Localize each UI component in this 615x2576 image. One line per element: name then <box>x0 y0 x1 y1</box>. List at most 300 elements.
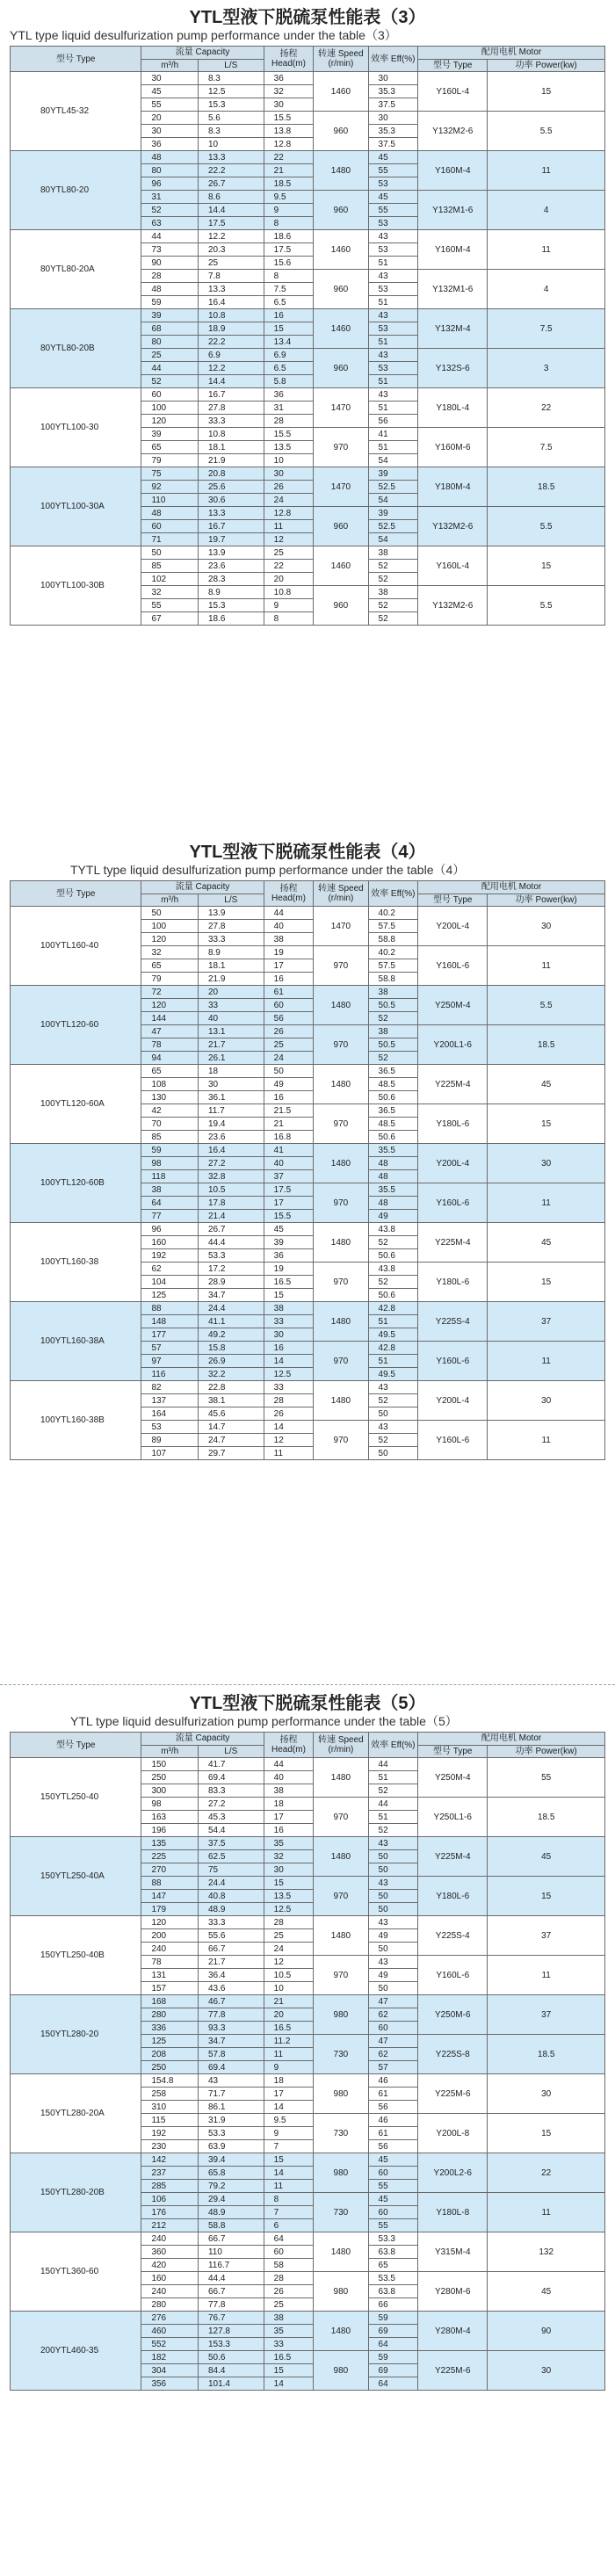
capacity-m3h-cell: 356 <box>141 2377 199 2391</box>
capacity-m3h-cell: 48 <box>141 283 199 296</box>
head-cell: 16 <box>264 309 314 322</box>
capacity-ls-cell: 38.1 <box>198 1394 264 1407</box>
motor-type-cell: Y180L-6 <box>418 1877 488 1916</box>
motor-power-cell: 11 <box>488 2193 605 2232</box>
head-cell: 10.5 <box>264 1969 314 1982</box>
motor-power-cell: 4 <box>488 270 605 309</box>
head-cell: 33 <box>264 1315 314 1328</box>
head-cell: 61 <box>264 986 314 999</box>
motor-type-cell: Y200L2-6 <box>418 2153 488 2193</box>
capacity-ls-cell: 23.6 <box>198 560 264 573</box>
capacity-m3h-cell: 552 <box>141 2338 199 2351</box>
capacity-ls-cell: 46.7 <box>198 1995 264 2008</box>
capacity-ls-cell: 26.7 <box>198 1223 264 1236</box>
capacity-ls-cell: 16.7 <box>198 388 264 402</box>
head-cell: 11.2 <box>264 2035 314 2048</box>
speed-cell: 960 <box>314 191 368 230</box>
efficiency-cell: 42.8 <box>368 1302 418 1315</box>
head-cell: 8 <box>264 270 314 283</box>
capacity-ls-cell: 10.5 <box>198 1183 264 1197</box>
capacity-m3h-cell: 276 <box>141 2312 199 2325</box>
pump-model-cell: 100YTL160-38B <box>11 1381 141 1460</box>
motor-type-cell: Y225S-4 <box>418 1302 488 1342</box>
table-title-cn: YTL型液下脱硫泵性能表（4） <box>189 843 426 862</box>
capacity-ls-cell: 22.8 <box>198 1381 264 1394</box>
capacity-ls-cell: 17.2 <box>198 1263 264 1276</box>
head-cell: 7 <box>264 2206 314 2219</box>
head-cell: 16.8 <box>264 1131 314 1144</box>
motor-power-cell: 5.5 <box>488 586 605 626</box>
pump-model-cell: 80YTL80-20B <box>11 309 141 388</box>
head-cell: 38 <box>264 1784 314 1798</box>
capacity-m3h-cell: 62 <box>141 1263 199 1276</box>
motor-power-cell: 7.5 <box>488 428 605 467</box>
head-cell: 56 <box>264 1012 314 1025</box>
pump-model-cell: 100YTL120-60A <box>11 1065 141 1144</box>
header-head: 扬程 Head(m) <box>264 881 314 907</box>
motor-type-cell: Y160L-6 <box>418 1421 488 1460</box>
capacity-ls-cell: 101.4 <box>198 2377 264 2391</box>
efficiency-cell: 63.8 <box>368 2285 418 2298</box>
head-cell: 36 <box>264 388 314 402</box>
header-m3h: m³/h <box>141 59 199 72</box>
efficiency-cell: 51 <box>368 441 418 454</box>
motor-power-cell: 11 <box>488 1342 605 1381</box>
pump-model-cell: 150YTL280-20A <box>11 2074 141 2153</box>
table-header-row <box>11 1733 605 1746</box>
efficiency-cell: 55 <box>368 204 418 217</box>
motor-power-cell: 3 <box>488 349 605 388</box>
head-cell: 20 <box>264 573 314 586</box>
efficiency-cell: 52 <box>368 612 418 626</box>
motor-type-cell: Y200L-4 <box>418 1144 488 1183</box>
capacity-ls-cell: 127.8 <box>198 2325 264 2338</box>
capacity-m3h-cell: 120 <box>141 415 199 428</box>
capacity-m3h-cell: 208 <box>141 2048 199 2061</box>
efficiency-cell: 38 <box>368 546 418 560</box>
speed-cell: 1480 <box>314 1381 368 1421</box>
motor-type-cell: Y132M-4 <box>418 309 488 349</box>
speed-cell: 1480 <box>314 2312 368 2351</box>
capacity-m3h-cell: 32 <box>141 946 199 959</box>
speed-cell: 1480 <box>314 151 368 191</box>
motor-type-cell: Y160M-4 <box>418 230 488 270</box>
capacity-ls-cell: 12.2 <box>198 230 264 243</box>
capacity-ls-cell: 8.9 <box>198 586 264 599</box>
pump-model-cell: 200YTL460-35 <box>11 2312 141 2391</box>
capacity-m3h-cell: 258 <box>141 2088 199 2101</box>
capacity-m3h-cell: 176 <box>141 2206 199 2219</box>
head-cell: 38 <box>264 933 314 946</box>
capacity-m3h-cell: 60 <box>141 520 199 533</box>
capacity-m3h-cell: 32 <box>141 586 199 599</box>
head-cell: 16 <box>264 1824 314 1837</box>
capacity-ls-cell: 69.4 <box>198 1771 264 1784</box>
motor-power-cell: 15 <box>488 546 605 586</box>
header-motor: 配用电机 Motor <box>418 47 605 60</box>
capacity-ls-cell: 33.3 <box>198 933 264 946</box>
head-cell: 28 <box>264 1394 314 1407</box>
page-separator <box>0 1672 615 1693</box>
speed-cell: 1470 <box>314 907 368 946</box>
capacity-ls-cell: 62.5 <box>198 1850 264 1863</box>
capacity-ls-cell: 26.7 <box>198 177 264 191</box>
head-cell: 38 <box>264 1302 314 1315</box>
capacity-m3h-cell: 163 <box>141 1811 199 1824</box>
head-cell: 21 <box>264 1118 314 1131</box>
capacity-ls-cell: 10.8 <box>198 428 264 441</box>
capacity-m3h-cell: 50 <box>141 546 199 560</box>
capacity-ls-cell: 33.3 <box>198 415 264 428</box>
head-cell: 44 <box>264 1758 314 1771</box>
capacity-ls-cell: 20.3 <box>198 243 264 257</box>
table-title-en: TYTL type liquid desulfurization pump performance under the table（4） <box>70 863 466 877</box>
capacity-ls-cell: 21.7 <box>198 1956 264 1969</box>
table-section-5 <box>0 1693 615 2391</box>
speed-cell: 1470 <box>314 388 368 428</box>
pump-model-cell: 80YTL80-20A <box>11 230 141 309</box>
efficiency-cell: 58.8 <box>368 973 418 986</box>
capacity-ls-cell: 65.8 <box>198 2167 264 2180</box>
motor-power-cell: 30 <box>488 1144 605 1183</box>
capacity-ls-cell: 25 <box>198 257 264 270</box>
capacity-ls-cell: 21.9 <box>198 454 264 467</box>
capacity-ls-cell: 32.8 <box>198 1170 264 1183</box>
head-cell: 8 <box>264 217 314 230</box>
efficiency-cell: 35.3 <box>368 125 418 138</box>
head-cell: 17.5 <box>264 243 314 257</box>
efficiency-cell: 61 <box>368 2127 418 2140</box>
capacity-ls-cell: 29.7 <box>198 1447 264 1460</box>
speed-cell: 1480 <box>314 1144 368 1183</box>
capacity-m3h-cell: 48 <box>141 507 199 520</box>
capacity-m3h-cell: 28 <box>141 270 199 283</box>
speed-cell: 1480 <box>314 1837 368 1877</box>
capacity-m3h-cell: 96 <box>141 1223 199 1236</box>
capacity-m3h-cell: 280 <box>141 2008 199 2022</box>
speed-cell: 1480 <box>314 986 368 1025</box>
capacity-ls-cell: 36.4 <box>198 1969 264 1982</box>
efficiency-cell: 38 <box>368 986 418 999</box>
capacity-ls-cell: 18 <box>198 1065 264 1078</box>
motor-power-cell: 15 <box>488 1263 605 1302</box>
efficiency-cell: 49.5 <box>368 1368 418 1381</box>
capacity-m3h-cell: 98 <box>141 1798 199 1811</box>
efficiency-cell: 48.5 <box>368 1078 418 1091</box>
capacity-m3h-cell: 30 <box>141 72 199 85</box>
table-header-row <box>11 881 605 894</box>
capacity-m3h-cell: 44 <box>141 230 199 243</box>
capacity-ls-cell: 19.7 <box>198 533 264 546</box>
capacity-m3h-cell: 240 <box>141 1943 199 1956</box>
capacity-ls-cell: 8.6 <box>198 191 264 204</box>
capacity-ls-cell: 30 <box>198 1078 264 1091</box>
motor-power-cell: 22 <box>488 2153 605 2193</box>
head-cell: 10.8 <box>264 586 314 599</box>
table-section-4 <box>0 842 615 1672</box>
speed-cell: 730 <box>314 2035 368 2074</box>
head-cell: 16 <box>264 1091 314 1104</box>
speed-cell: 980 <box>314 2351 368 2391</box>
motor-type-cell: Y160M-4 <box>418 151 488 191</box>
capacity-ls-cell: 44.4 <box>198 1236 264 1249</box>
capacity-m3h-cell: 59 <box>141 296 199 309</box>
speed-cell: 980 <box>314 2153 368 2193</box>
efficiency-cell: 49 <box>368 1210 418 1223</box>
table-row <box>11 1916 605 1929</box>
header-efficiency: 效率 Eff(%) <box>368 47 418 72</box>
speed-cell: 980 <box>314 1995 368 2035</box>
capacity-ls-cell: 77.8 <box>198 2298 264 2312</box>
head-cell: 26 <box>264 1407 314 1421</box>
head-cell: 60 <box>264 999 314 1012</box>
motor-power-cell: 15 <box>488 72 605 112</box>
efficiency-cell: 43.8 <box>368 1223 418 1236</box>
capacity-ls-cell: 45.3 <box>198 1811 264 1824</box>
capacity-ls-cell: 24.4 <box>198 1877 264 1890</box>
capacity-ls-cell: 24.4 <box>198 1302 264 1315</box>
head-cell: 38 <box>264 2312 314 2325</box>
capacity-ls-cell: 19.4 <box>198 1118 264 1131</box>
capacity-m3h-cell: 142 <box>141 2153 199 2167</box>
capacity-ls-cell: 21.4 <box>198 1210 264 1223</box>
efficiency-cell: 52 <box>368 1394 418 1407</box>
capacity-ls-cell: 53.3 <box>198 1249 264 1263</box>
efficiency-cell: 52 <box>368 1276 418 1289</box>
header-efficiency: 效率 Eff(%) <box>368 881 418 907</box>
head-cell: 9 <box>264 2127 314 2140</box>
efficiency-cell: 40.2 <box>368 907 418 920</box>
capacity-ls-cell: 28.3 <box>198 573 264 586</box>
motor-type-cell: Y225M-4 <box>418 1065 488 1104</box>
capacity-m3h-cell: 270 <box>141 1863 199 1877</box>
efficiency-cell: 48 <box>368 1197 418 1210</box>
head-cell: 30 <box>264 467 314 481</box>
capacity-ls-cell: 27.2 <box>198 1798 264 1811</box>
head-cell: 15 <box>264 1289 314 1302</box>
capacity-m3h-cell: 285 <box>141 2180 199 2193</box>
head-cell: 64 <box>264 2232 314 2246</box>
speed-cell: 970 <box>314 1956 368 1995</box>
head-cell: 10 <box>264 454 314 467</box>
capacity-ls-cell: 28.9 <box>198 1276 264 1289</box>
header-capacity: 流量 Capacity <box>141 47 264 60</box>
capacity-ls-cell: 93.3 <box>198 2022 264 2035</box>
motor-type-cell: Y200L-4 <box>418 907 488 946</box>
motor-type-cell: Y315M-4 <box>418 2232 488 2272</box>
capacity-ls-cell: 40.8 <box>198 1890 264 1903</box>
head-cell: 40 <box>264 1771 314 1784</box>
efficiency-cell: 51 <box>368 257 418 270</box>
efficiency-cell: 45 <box>368 151 418 164</box>
efficiency-cell: 53 <box>368 243 418 257</box>
head-cell: 35 <box>264 2325 314 2338</box>
head-cell: 14 <box>264 2101 314 2114</box>
table-row <box>11 467 605 481</box>
head-cell: 18 <box>264 1798 314 1811</box>
speed-cell: 970 <box>314 1877 368 1916</box>
head-cell: 9.5 <box>264 2114 314 2127</box>
head-cell: 12.5 <box>264 1903 314 1916</box>
motor-power-cell: 18.5 <box>488 1798 605 1837</box>
motor-power-cell: 15 <box>488 1104 605 1144</box>
efficiency-cell: 50 <box>368 1943 418 1956</box>
capacity-m3h-cell: 70 <box>141 1118 199 1131</box>
head-cell: 21 <box>264 164 314 177</box>
motor-power-cell: 11 <box>488 946 605 986</box>
pump-model-cell: 80YTL80-20 <box>11 151 141 230</box>
efficiency-cell: 36.5 <box>368 1104 418 1118</box>
efficiency-cell: 43 <box>368 349 418 362</box>
efficiency-cell: 51 <box>368 296 418 309</box>
head-cell: 39 <box>264 1236 314 1249</box>
efficiency-cell: 50.5 <box>368 1038 418 1052</box>
capacity-ls-cell: 12.2 <box>198 362 264 375</box>
efficiency-cell: 54 <box>368 454 418 467</box>
table-row <box>11 1837 605 1850</box>
pump-model-cell: 80YTL45-32 <box>11 72 141 151</box>
motor-type-cell: Y225M-6 <box>418 2074 488 2114</box>
capacity-ls-cell: 69.4 <box>198 2061 264 2074</box>
capacity-m3h-cell: 147 <box>141 1890 199 1903</box>
capacity-ls-cell: 77.8 <box>198 2008 264 2022</box>
efficiency-cell: 52 <box>368 1824 418 1837</box>
header-efficiency: 效率 Eff(%) <box>368 1733 418 1758</box>
capacity-ls-cell: 22.2 <box>198 164 264 177</box>
motor-type-cell: Y132M2-6 <box>418 112 488 151</box>
speed-cell: 970 <box>314 1183 368 1223</box>
capacity-m3h-cell: 118 <box>141 1170 199 1183</box>
capacity-m3h-cell: 36 <box>141 138 199 151</box>
motor-power-cell: 5.5 <box>488 112 605 151</box>
efficiency-cell: 51 <box>368 1315 418 1328</box>
capacity-m3h-cell: 237 <box>141 2167 199 2180</box>
motor-power-cell: 30 <box>488 907 605 946</box>
capacity-m3h-cell: 104 <box>141 1276 199 1289</box>
capacity-m3h-cell: 125 <box>141 1289 199 1302</box>
motor-power-cell: 5.5 <box>488 507 605 546</box>
capacity-m3h-cell: 92 <box>141 481 199 494</box>
capacity-m3h-cell: 60 <box>141 388 199 402</box>
head-cell: 58 <box>264 2259 314 2272</box>
capacity-ls-cell: 50.6 <box>198 2351 264 2364</box>
table-row <box>11 2153 605 2167</box>
head-cell: 40 <box>264 920 314 933</box>
head-cell: 18.5 <box>264 177 314 191</box>
capacity-m3h-cell: 78 <box>141 1956 199 1969</box>
capacity-ls-cell: 11.7 <box>198 1104 264 1118</box>
head-cell: 12.8 <box>264 138 314 151</box>
header-model: 型号 Type <box>11 881 141 907</box>
capacity-m3h-cell: 212 <box>141 2219 199 2232</box>
speed-cell: 1480 <box>314 1916 368 1956</box>
motor-power-cell: 11 <box>488 230 605 270</box>
efficiency-cell: 50 <box>368 1407 418 1421</box>
head-cell: 12.5 <box>264 1368 314 1381</box>
head-cell: 19 <box>264 1263 314 1276</box>
efficiency-cell: 35.5 <box>368 1144 418 1157</box>
efficiency-cell: 41 <box>368 428 418 441</box>
efficiency-cell: 59 <box>368 2312 418 2325</box>
table-section-3 <box>0 0 615 842</box>
capacity-ls-cell: 7.8 <box>198 270 264 283</box>
capacity-m3h-cell: 125 <box>141 2035 199 2048</box>
performance-table <box>10 46 605 626</box>
efficiency-cell: 50 <box>368 1903 418 1916</box>
capacity-ls-cell: 15.8 <box>198 1342 264 1355</box>
head-cell: 6.5 <box>264 296 314 309</box>
motor-type-cell: Y200L-8 <box>418 2114 488 2153</box>
motor-power-cell: 22 <box>488 388 605 428</box>
head-cell: 26 <box>264 2285 314 2298</box>
efficiency-cell: 55 <box>368 164 418 177</box>
head-cell: 16 <box>264 1342 314 1355</box>
motor-type-cell: Y180M-4 <box>418 467 488 507</box>
capacity-ls-cell: 55.6 <box>198 1929 264 1943</box>
motor-power-cell: 15 <box>488 1877 605 1916</box>
capacity-ls-cell: 16.4 <box>198 296 264 309</box>
capacity-ls-cell: 22.2 <box>198 336 264 349</box>
speed-cell: 970 <box>314 428 368 467</box>
capacity-ls-cell: 31.9 <box>198 2114 264 2127</box>
capacity-ls-cell: 53.3 <box>198 2127 264 2140</box>
head-cell: 5.8 <box>264 375 314 388</box>
efficiency-cell: 53.5 <box>368 2272 418 2285</box>
header-motor: 配用电机 Motor <box>418 1733 605 1746</box>
capacity-m3h-cell: 50 <box>141 907 199 920</box>
capacity-ls-cell: 30.6 <box>198 494 264 507</box>
capacity-m3h-cell: 148 <box>141 1315 199 1328</box>
capacity-ls-cell: 66.7 <box>198 1943 264 1956</box>
capacity-ls-cell: 43 <box>198 2074 264 2088</box>
efficiency-cell: 51 <box>368 1355 418 1368</box>
capacity-ls-cell: 49.2 <box>198 1328 264 1342</box>
motor-type-cell: Y225S-8 <box>418 2035 488 2074</box>
motor-type-cell: Y132M1-6 <box>418 191 488 230</box>
efficiency-cell: 66 <box>368 2298 418 2312</box>
motor-power-cell: 11 <box>488 151 605 191</box>
head-cell: 17.5 <box>264 1183 314 1197</box>
efficiency-cell: 43 <box>368 270 418 283</box>
efficiency-cell: 45 <box>368 2193 418 2206</box>
efficiency-cell: 44 <box>368 1758 418 1771</box>
capacity-ls-cell: 37.5 <box>198 1837 264 1850</box>
motor-type-cell: Y160L-6 <box>418 1183 488 1223</box>
head-cell: 25 <box>264 2298 314 2312</box>
capacity-m3h-cell: 63 <box>141 217 199 230</box>
table-row <box>11 2232 605 2246</box>
header-motor-type: 型号 Type <box>418 59 488 72</box>
capacity-m3h-cell: 120 <box>141 999 199 1012</box>
efficiency-cell: 60 <box>368 2206 418 2219</box>
header-power: 功率 Power(kw) <box>488 59 605 72</box>
head-cell: 16 <box>264 973 314 986</box>
capacity-ls-cell: 153.3 <box>198 2338 264 2351</box>
head-cell: 22 <box>264 560 314 573</box>
capacity-ls-cell: 27.8 <box>198 920 264 933</box>
capacity-m3h-cell: 79 <box>141 454 199 467</box>
head-cell: 12.8 <box>264 507 314 520</box>
capacity-ls-cell: 40 <box>198 1012 264 1025</box>
capacity-ls-cell: 10.8 <box>198 309 264 322</box>
efficiency-cell: 51 <box>368 375 418 388</box>
motor-type-cell: Y280M-6 <box>418 2272 488 2312</box>
efficiency-cell: 47 <box>368 1995 418 2008</box>
table-row <box>11 986 605 999</box>
efficiency-cell: 56 <box>368 415 418 428</box>
efficiency-cell: 35.5 <box>368 1183 418 1197</box>
capacity-m3h-cell: 154.8 <box>141 2074 199 2088</box>
